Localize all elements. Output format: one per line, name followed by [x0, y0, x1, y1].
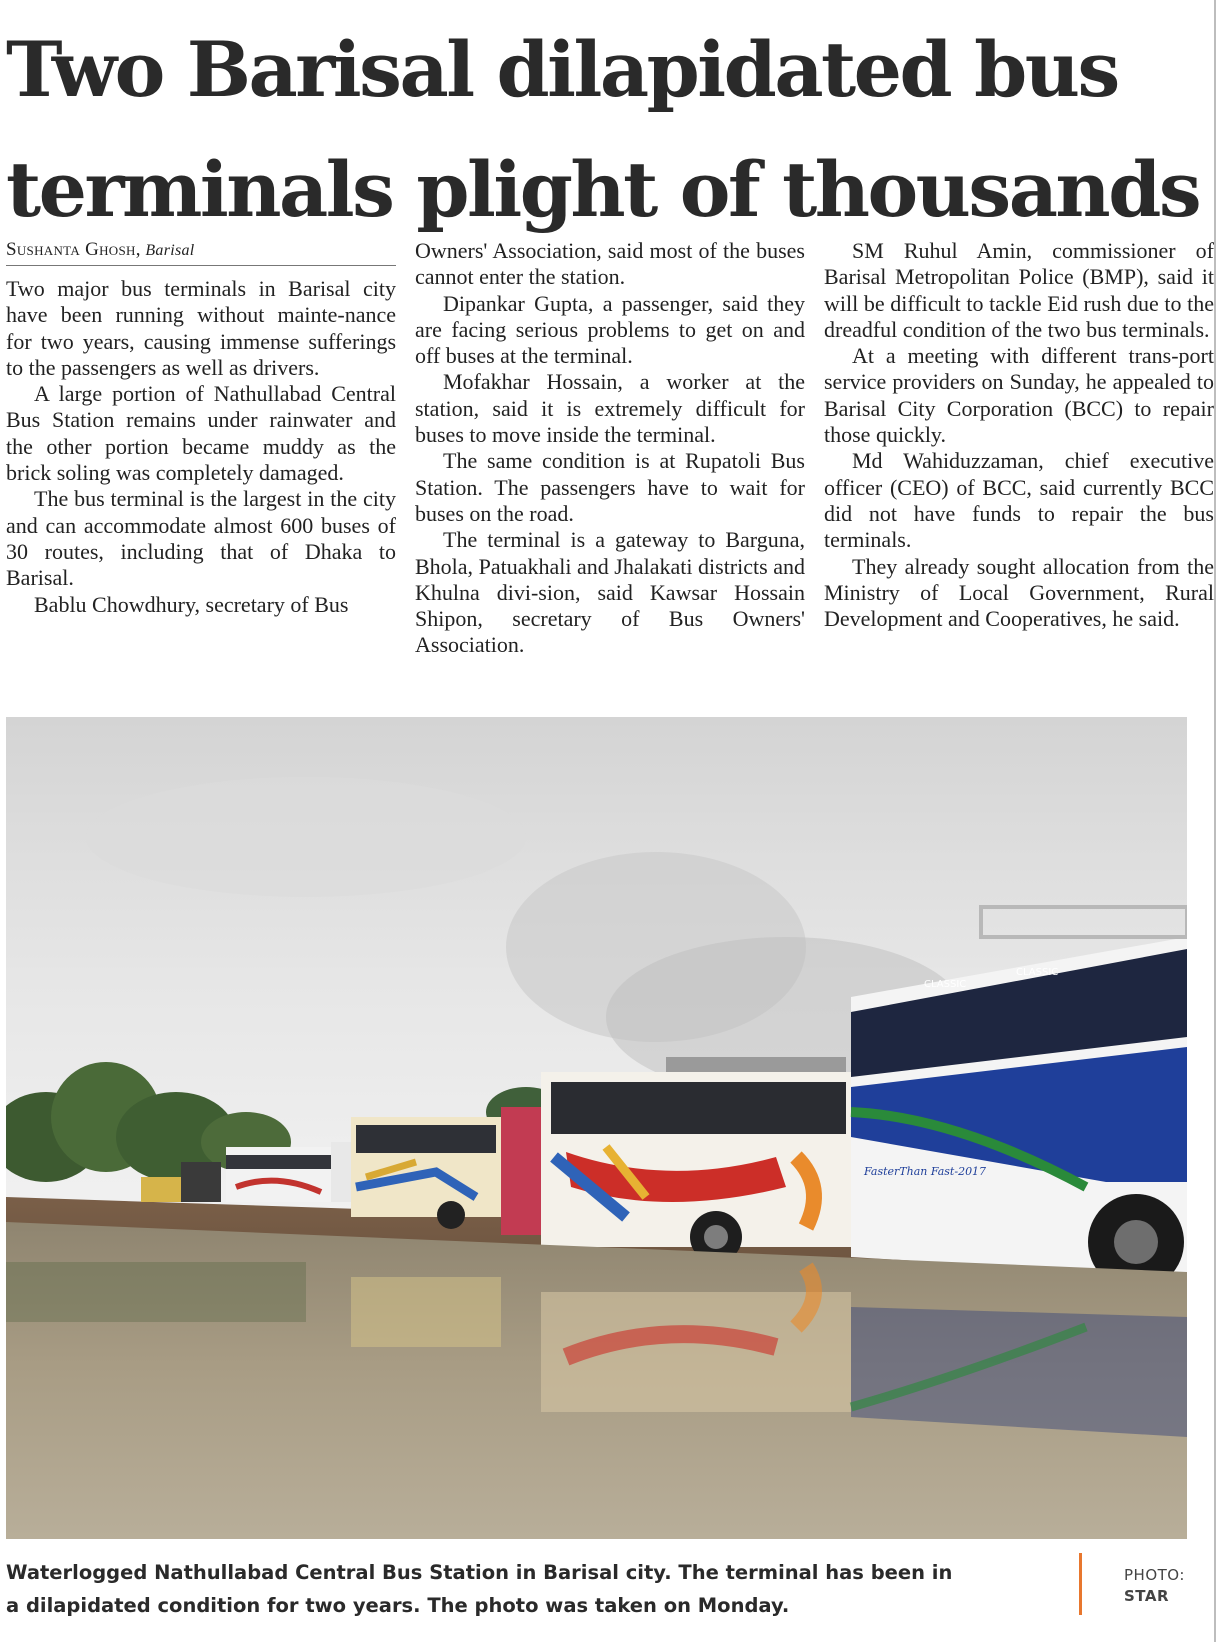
paragraph: Owners' Association, said most of the buses cannot enter the station.	[415, 238, 805, 290]
byline-location: Barisal	[145, 242, 195, 259]
photo-credit-label: PHOTO:	[1124, 1566, 1185, 1584]
photo-caption: Waterlogged Nathullabad Central Bus Station in Barisal city. The terminal has been in a dilapidated condition for two years. The photo was taken on Monday.	[6, 1561, 953, 1617]
bus-label: CLASSIC	[924, 979, 967, 990]
bus-label: CLASSIC	[1016, 967, 1059, 978]
striped-bus	[501, 1057, 851, 1263]
byline-author: Sushanta Ghosh,	[6, 239, 141, 260]
paragraph: Md Wahiduzzaman, chief executive officer (CEO) of BCC, said currently BCC did not have funds to repair the bus terminals.	[824, 448, 1214, 553]
page-edge-rule	[1214, 0, 1216, 1642]
article-column-2	[415, 238, 805, 659]
bus-slogan: FasterThan Fast-2017	[864, 1165, 987, 1178]
bus-terminal-photo	[6, 717, 1187, 1539]
paragraph: At a meeting with different trans-port service providers on Sunday, he appealed to Barisal City Corporation (BCC) to repair those quickly.	[824, 343, 1214, 448]
paragraph: Dipankar Gupta, a passenger, said they are facing serious problems to get on and off buses at the terminal.	[415, 290, 805, 369]
article-column-1	[6, 238, 396, 618]
paragraph: Mofakhar Hossain, a worker at the station, said it is extremely difficult for buses to move inside the terminal.	[415, 369, 805, 448]
headline: Two Barisal dilapidated bus terminals plight of thousands	[6, 25, 1200, 234]
photo-credit-source: STAR	[1124, 1587, 1170, 1605]
credit-accent-bar	[1079, 1553, 1082, 1615]
paragraph: The same condition is at Rupatoli Bus Station. The passengers have to wait for buses on the road.	[415, 448, 805, 526]
byline	[6, 238, 396, 266]
paragraph: SM Ruhul Amin, commissioner of Barisal Metropolitan Police (BMP), said it will be difficult to tackle Eid rush due to the dreadful condition of the two bus terminals.	[824, 238, 1214, 342]
photo-credit	[1124, 1565, 1185, 1607]
puddle-reflection	[6, 1222, 1187, 1539]
paragraph: A large portion of Nathullabad Central Bus Station remains under rainwater and the other portion became muddy as the brick soling was completely damaged.	[6, 381, 396, 486]
paragraph: Two major bus terminals in Barisal city have been running without mainte-nance for two years, causing immense sufferings to the passengers as well as drivers.	[6, 276, 396, 380]
cloud	[86, 777, 526, 897]
article-column-3	[824, 238, 1214, 632]
paragraph: The terminal is a gateway to Barguna, Bhola, Patuakhali and Jhalakati districts and Khulna divi-sion, said Kawsar Hossain Shipon, secretary of Bus Owners' Association.	[415, 527, 805, 658]
paragraph: Bablu Chowdhury, secretary of Bus	[34, 591, 349, 617]
paragraph: The bus terminal is the largest in the city and can accommodate almost 600 buses of 30 routes, including that of Dhaka to Barisal.	[6, 486, 396, 591]
paragraph: They already sought allocation from the Ministry of Local Government, Rural Development and Cooperatives, he said.	[824, 553, 1214, 632]
yellow-bus	[351, 1117, 501, 1229]
